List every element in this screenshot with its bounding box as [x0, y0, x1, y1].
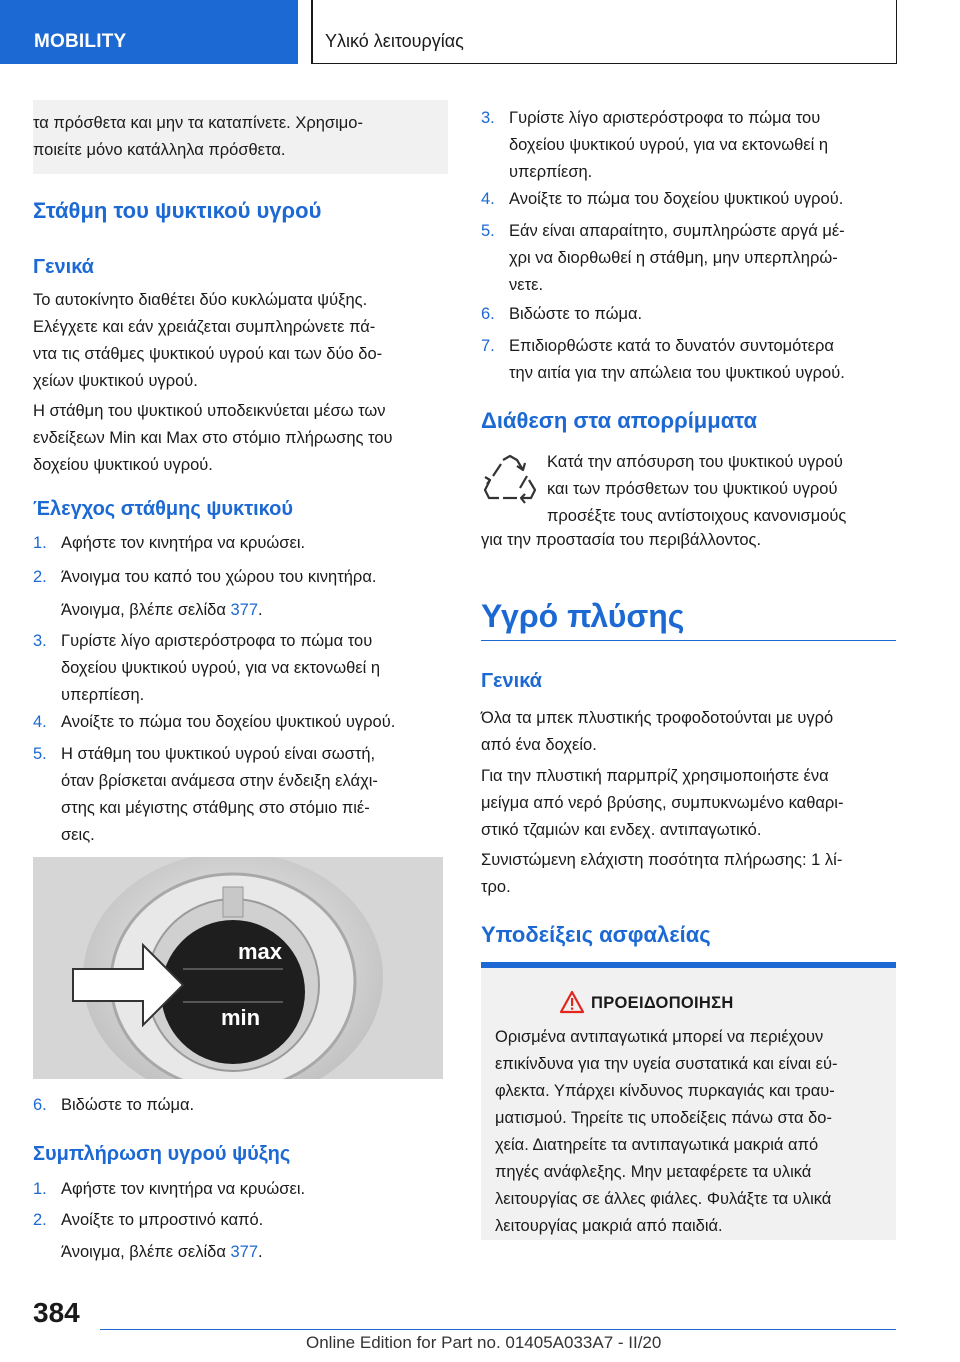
ref-text: Άνοιγμα, βλέπε σελίδα	[61, 1243, 226, 1261]
text-line: μείγμα από νερό βρύσης, συμπυκνωμένο καθαρι-	[481, 794, 844, 812]
min-marking: min	[221, 1005, 261, 1030]
disposal-last-line: για την προστασία του περιβάλλοντος.	[481, 531, 762, 549]
text-line: ματισμού. Τηρείτε τις υποδείξεις πάνω στα δο-	[495, 1109, 832, 1127]
disposal-text-block	[547, 449, 846, 530]
text-line: δοχείου ψυκτικού υγρού.	[33, 456, 213, 474]
general-paragraph-2	[33, 398, 393, 479]
refill-title: Συμπλήρωση υγρού ψύξης	[33, 1143, 291, 1165]
text-line: πηγές ανάφλεξης. Μην μεταφέρετε τα υλικά	[495, 1163, 812, 1181]
step-number: 7.	[481, 337, 495, 355]
washer-fluid-title: Υγρό πλύσης	[481, 598, 685, 634]
text-line: χεία. Διατηρείτε τα αντιπαγωτικά μακριά από	[495, 1136, 819, 1154]
step-number: 6.	[33, 1096, 47, 1114]
step-number: 4.	[33, 713, 47, 731]
step-text: Βιδώστε το πώμα.	[61, 1096, 195, 1114]
washer-paragraph-2	[481, 763, 843, 844]
step-number: 4.	[481, 190, 495, 208]
step-number: 5.	[33, 745, 47, 763]
note-line: τα πρόσθετα και μην τα καταπίνετε. Χρησιμο-	[33, 114, 363, 132]
step-number: 2.	[33, 1211, 47, 1229]
step-text: δοχείου ψυκτικού υγρού, για να εκτονωθεί η	[509, 136, 829, 154]
text-line: τρο.	[481, 878, 511, 896]
text-line: λειτουργίας μακριά από παιδιά.	[495, 1217, 723, 1235]
step-text: Άνοιγμα του καπό του χώρου του κινητήρα.	[61, 568, 377, 586]
step-text: νετε.	[509, 276, 544, 294]
page-header	[0, 0, 960, 66]
title-underline	[481, 640, 896, 641]
note-box	[33, 100, 448, 174]
step-text: Ανοίξτε το πώμα του δοχείου ψυκτικού υγρού.	[61, 713, 396, 731]
ref-dot: .	[258, 1243, 263, 1261]
text-line: Όλα τα μπεκ πλυστικής τροφοδοτούνται με υγρό	[481, 709, 834, 727]
text-line: Συνιστώμενη ελάχιστη ποσότητα πλήρωσης: 1 λί-	[481, 851, 843, 869]
ref-dot: .	[258, 601, 263, 619]
step-text: όταν βρίσκεται ανάμεσα στην ένδειξη ελάχι-	[61, 772, 378, 790]
text-line: λειτουργίας σε άλλες φιάλες. Φυλάξτε τα υλικά	[495, 1190, 832, 1208]
step-text: στης και μέγιστης στάθμης στο στόμιο πιέ-	[61, 799, 370, 817]
text-line: από ένα δοχείο.	[481, 736, 597, 754]
chapter-tab: MOBILITY	[0, 0, 298, 64]
warning-text	[495, 1024, 837, 1240]
step-text: σεις.	[61, 826, 95, 844]
text-line: Ορισμένα αντιπαγωτικά μπορεί να περιέχουν	[495, 1028, 824, 1046]
washer-general-title: Γενικά	[481, 670, 542, 692]
text-line: Η στάθμη του ψυκτικού υποδεικνύεται μέσω των	[33, 402, 386, 420]
warning-title: ΠΡΟΕΙΔΟΠΟΙΗΣΗ	[591, 994, 734, 1012]
step-text: Ανοίξτε το μπροστινό καπό.	[61, 1211, 264, 1229]
step-text: υπερπίεση.	[61, 686, 145, 704]
washer-paragraph-1	[481, 705, 833, 759]
recycle-icon	[481, 452, 539, 508]
text-line: Ελέγχετε και εάν χρειάζεται συμπληρώνετε πά-	[33, 318, 376, 336]
text-line: επικίνδυνα για την υγεία συστατικά και είναι εύ-	[495, 1055, 838, 1073]
text-line: ενδείξεων Min και Max στο στόμιο πλήρωσης του	[33, 429, 393, 447]
page-reference	[61, 597, 263, 624]
coolant-title: Στάθμη του ψυκτικού υγρού	[33, 198, 322, 223]
page-link[interactable]: 377	[230, 601, 258, 619]
safety-title: Υποδείξεις ασφαλείας	[481, 922, 711, 947]
check-level-title: Έλεγχος στάθμης ψυκτικού	[33, 498, 294, 520]
step-text: Η στάθμη του ψυκτικού υγρού είναι σωστή,	[61, 745, 376, 763]
footer-divider	[100, 1329, 896, 1330]
page-number: 384	[33, 1297, 80, 1328]
page-reference	[61, 1239, 263, 1266]
section-title: Υλικό λειτουργίας	[311, 0, 897, 64]
step-text: Επιδιορθώστε κατά το δυνατόν συντομότερα	[509, 337, 834, 355]
page-link[interactable]: 377	[230, 1243, 258, 1261]
step-text: Αφήστε τον κινητήρα να κρυώσει.	[61, 1180, 306, 1198]
step-text: Γυρίστε λίγο αριστερόστροφα το πώμα του	[509, 109, 821, 127]
step-text: υπερπίεση.	[509, 163, 593, 181]
edition-text: Online Edition for Part no. 01405A033A7 - II/20	[306, 1333, 662, 1352]
disposal-title: Διάθεση στα απορρίμματα	[481, 408, 757, 433]
step-number: 6.	[481, 305, 495, 323]
general-title: Γενικά	[33, 256, 94, 278]
text-line: Το αυτοκίνητο διαθέτει δύο κυκλώματα ψύξης.	[33, 291, 368, 309]
warning-box	[481, 962, 896, 1240]
coolant-cap-illustration	[33, 857, 443, 1079]
washer-paragraph-3	[481, 847, 842, 901]
text-line: ντα τις στάθμες ψυκτικού υγρού και των δύο δο-	[33, 345, 383, 363]
text-line: φλεκτα. Υπάρχει κίνδυνος πυρκαγιάς και τραυ-	[495, 1082, 835, 1100]
text-line: Για την πλυστική παρμπρίζ χρησιμοποιήστε ένα	[481, 767, 829, 785]
step-text: Ανοίξτε το πώμα του δοχείου ψυκτικού υγρού.	[509, 190, 844, 208]
step-number: 5.	[481, 222, 495, 240]
general-paragraph-1	[33, 287, 382, 395]
step-number: 1.	[33, 1180, 47, 1198]
text-line: προσέξτε τους αντίστοιχους κανονισμούς	[547, 507, 847, 525]
max-marking: max	[238, 939, 283, 964]
step-text: Βιδώστε το πώμα.	[509, 305, 643, 323]
step-number: 3.	[33, 632, 47, 650]
step-text: δοχείου ψυκτικού υγρού, για να εκτονωθεί η	[61, 659, 381, 677]
step-number: 2.	[33, 568, 47, 586]
ref-text: Άνοιγμα, βλέπε σελίδα	[61, 601, 226, 619]
step-text: Αφήστε τον κινητήρα να κρυώσει.	[61, 534, 306, 552]
warning-triangle-icon	[559, 990, 585, 1019]
note-line: ποιείτε μόνο κατάλληλα πρόσθετα.	[33, 141, 286, 159]
text-line: και των πρόσθετων του ψυκτικού υγρού	[547, 480, 838, 498]
text-line: χείων ψυκτικού υγρού.	[33, 372, 198, 390]
text-line: Κατά την απόσυρση του ψυκτικού υγρού	[547, 453, 843, 471]
step-text: Γυρίστε λίγο αριστερόστροφα το πώμα του	[61, 632, 373, 650]
text-line: στικό τζαμιών και ενδεχ. αντιπαγωτικό.	[481, 821, 762, 839]
step-text: χρι να διορθωθεί η στάθμη, μην υπερπληρώ-	[509, 249, 838, 267]
step-number: 3.	[481, 109, 495, 127]
step-number: 1.	[33, 534, 47, 552]
coolant-cap-photo	[33, 857, 443, 1079]
step-text: την αιτία για την απώλεια του ψυκτικού υγρού.	[509, 364, 845, 382]
step-text: Εάν είναι απαραίτητο, συμπληρώστε αργά μέ-	[509, 222, 845, 240]
